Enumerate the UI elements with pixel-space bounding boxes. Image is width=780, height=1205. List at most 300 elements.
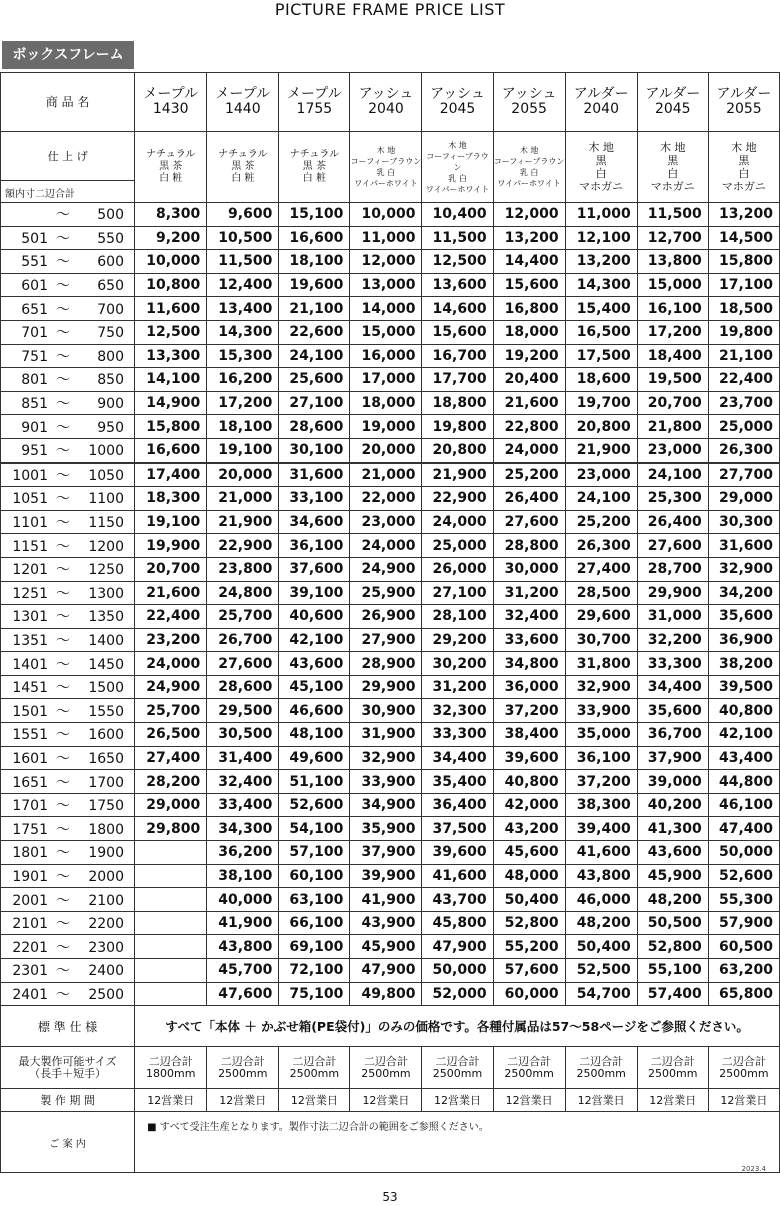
price-cell: 66,100	[279, 911, 350, 935]
price-cell: 45,600	[493, 841, 565, 865]
price-row	[1, 391, 780, 415]
price-cell: 10,000	[135, 250, 207, 274]
price-cell: 29,800	[135, 817, 207, 841]
price-cell: 20,700	[135, 557, 207, 581]
finish-cell	[422, 132, 493, 203]
range-tilde: ～	[56, 538, 70, 555]
product-name: アルダー	[573, 86, 629, 102]
price-cell: 60,100	[279, 864, 350, 888]
size-range	[1, 723, 135, 747]
price-cell: 45,800	[422, 911, 493, 935]
price-row	[1, 911, 780, 935]
price-cell: 12,000	[350, 250, 422, 274]
price-cell: 17,200	[637, 320, 708, 344]
price-row	[1, 605, 780, 629]
price-cell: 39,600	[493, 746, 565, 770]
range-tilde: ～	[56, 443, 70, 460]
range-from: 2101	[12, 916, 48, 933]
price-cell: 69,100	[279, 935, 350, 959]
price-cell: 29,000	[708, 487, 779, 511]
price-cell: 32,300	[422, 699, 493, 723]
price-cell: 23,000	[565, 463, 637, 487]
range-from: 1351	[12, 632, 48, 649]
size-range	[1, 487, 135, 511]
range-to: 500	[97, 207, 124, 224]
range-tilde: ～	[56, 656, 70, 673]
range-tilde: ～	[56, 986, 70, 1003]
price-row	[1, 746, 780, 770]
price-cell: 31,900	[350, 723, 422, 747]
price-cell: 18,600	[565, 368, 637, 392]
price-cell: 15,000	[350, 320, 422, 344]
price-cell: 36,100	[565, 746, 637, 770]
product-name: アッシュ	[501, 86, 557, 102]
price-cell: 31,200	[493, 581, 565, 605]
price-cell: 40,800	[493, 770, 565, 794]
finish-option: ワイパーホワイト	[425, 184, 490, 194]
price-cell: 50,500	[637, 911, 708, 935]
price-cell: 15,300	[207, 344, 279, 368]
production-cell: 12営業日	[708, 1089, 779, 1112]
finish-option: コーフィーブラウン	[426, 151, 489, 172]
price-cell: 12,700	[637, 226, 708, 250]
production-cell: 12営業日	[350, 1089, 422, 1112]
product-name: アルダー	[716, 86, 772, 102]
price-cell: 13,200	[493, 226, 565, 250]
price-cell: 45,700	[207, 959, 279, 983]
range-from: 951	[21, 443, 48, 460]
max-size-value: 2500mm	[648, 1066, 698, 1080]
range-tilde: ～	[56, 301, 70, 318]
finish-option: ナチュラル	[218, 149, 268, 160]
price-cell: 52,800	[637, 935, 708, 959]
product-header	[350, 73, 422, 132]
price-cell: 34,800	[493, 652, 565, 676]
price-cell: 37,600	[279, 557, 350, 581]
product-header	[565, 73, 637, 132]
price-row	[1, 297, 780, 321]
range-from: 2001	[12, 892, 48, 909]
finish-option: 白	[667, 167, 679, 180]
range-from: 1701	[12, 798, 48, 815]
price-cell: 27,400	[565, 557, 637, 581]
price-row	[1, 935, 780, 959]
price-cell: 26,400	[637, 510, 708, 534]
range-from: 2401	[12, 986, 48, 1003]
price-row	[1, 344, 780, 368]
price-row	[1, 463, 780, 487]
finish-option: コーフィーブラウン	[493, 157, 565, 166]
price-cell: 15,000	[637, 273, 708, 297]
price-cell	[135, 841, 207, 865]
price-cell: 30,500	[207, 723, 279, 747]
size-range	[1, 675, 135, 699]
range-tilde: ～	[56, 868, 70, 885]
size-range	[1, 652, 135, 676]
price-cell: 43,900	[350, 911, 422, 935]
max-size-sublabel: （長手＋短手）	[29, 1066, 107, 1080]
price-cell: 8,300	[135, 203, 207, 227]
price-cell: 54,700	[565, 982, 637, 1006]
price-cell: 21,900	[207, 510, 279, 534]
price-cell: 21,000	[350, 463, 422, 487]
finish-option: 黒	[738, 154, 750, 167]
price-cell: 39,500	[708, 675, 779, 699]
range-from: 1301	[12, 609, 48, 626]
price-cell: 21,600	[493, 391, 565, 415]
price-cell: 47,900	[350, 959, 422, 983]
price-cell: 27,100	[422, 581, 493, 605]
price-cell: 23,800	[207, 557, 279, 581]
price-cell: 36,700	[637, 723, 708, 747]
size-range	[1, 605, 135, 629]
price-cell: 29,600	[565, 605, 637, 629]
price-row	[1, 817, 780, 841]
max-size-cell	[637, 1047, 708, 1089]
price-row	[1, 226, 780, 250]
product-name: アルダー	[645, 86, 701, 102]
price-cell: 41,900	[207, 911, 279, 935]
price-cell: 15,100	[279, 203, 350, 227]
price-row	[1, 557, 780, 581]
price-cell: 35,600	[708, 605, 779, 629]
price-cell: 32,400	[493, 605, 565, 629]
range-tilde: ～	[56, 845, 70, 862]
price-cell: 30,900	[350, 699, 422, 723]
range-tilde: ～	[56, 467, 70, 484]
price-cell: 17,400	[135, 463, 207, 487]
price-cell: 43,600	[279, 652, 350, 676]
price-cell: 18,500	[708, 297, 779, 321]
range-from: 1901	[12, 868, 48, 885]
price-cell: 26,400	[493, 487, 565, 511]
price-cell: 19,500	[637, 368, 708, 392]
price-cell: 24,100	[637, 463, 708, 487]
price-cell: 19,100	[207, 438, 279, 462]
price-cell: 21,100	[279, 297, 350, 321]
price-row	[1, 959, 780, 983]
price-cell: 30,700	[565, 628, 637, 652]
price-cell: 21,000	[207, 487, 279, 511]
price-cell: 33,400	[207, 793, 279, 817]
price-cell: 16,600	[279, 226, 350, 250]
finish-option: 乳 白	[376, 168, 396, 177]
product-code: 2045	[439, 101, 476, 117]
price-cell: 52,000	[422, 982, 493, 1006]
price-cell: 12,000	[493, 203, 565, 227]
product-code: 1755	[296, 101, 333, 117]
price-cell: 49,600	[279, 746, 350, 770]
price-cell: 52,800	[493, 911, 565, 935]
price-cell: 16,500	[565, 320, 637, 344]
price-cell: 48,200	[637, 888, 708, 912]
size-range	[1, 770, 135, 794]
max-size-label-cell	[1, 1047, 135, 1089]
price-cell: 57,100	[279, 841, 350, 865]
price-cell: 24,000	[493, 438, 565, 462]
price-table	[0, 72, 780, 1173]
range-to: 900	[97, 396, 124, 413]
price-cell: 52,600	[279, 793, 350, 817]
price-cell: 36,200	[207, 841, 279, 865]
range-to: 700	[97, 301, 124, 318]
production-label: 製 作 期 間	[1, 1089, 135, 1112]
price-cell: 37,900	[350, 841, 422, 865]
product-header	[207, 73, 279, 132]
production-cell: 12営業日	[207, 1089, 279, 1112]
price-cell: 39,100	[279, 581, 350, 605]
finish-label: 仕 上 げ	[47, 150, 88, 163]
price-cell: 28,900	[350, 652, 422, 676]
price-cell: 25,900	[350, 581, 422, 605]
range-to: 1350	[88, 609, 124, 626]
product-code: 2055	[726, 101, 762, 117]
range-from: 801	[21, 372, 48, 389]
range-from: 1551	[12, 727, 48, 744]
price-cell: 50,400	[565, 935, 637, 959]
price-cell: 16,700	[422, 344, 493, 368]
price-cell: 29,900	[637, 581, 708, 605]
price-cell: 48,100	[279, 723, 350, 747]
price-cell: 65,800	[708, 982, 779, 1006]
range-tilde: ～	[56, 515, 70, 532]
max-size-prefix: 二辺合計	[650, 1054, 695, 1068]
price-cell: 19,200	[493, 344, 565, 368]
standard-spec-note: すべて「本体 ＋ かぶせ箱(PE袋付)」のみの価格です。各種付属品は57～58ページをご参照ください。	[135, 1006, 780, 1047]
range-from: 1101	[12, 515, 48, 532]
price-cell: 33,900	[350, 770, 422, 794]
price-cell: 29,900	[350, 675, 422, 699]
price-cell: 37,200	[565, 770, 637, 794]
finish-option: 乳 白	[448, 173, 467, 183]
range-from: 901	[21, 419, 48, 436]
range-to: 1000	[88, 443, 124, 460]
price-row	[1, 793, 780, 817]
price-cell: 10,400	[422, 203, 493, 227]
price-cell: 48,200	[565, 911, 637, 935]
price-cell: 23,000	[350, 510, 422, 534]
range-to: 550	[97, 230, 124, 247]
price-cell: 42,100	[279, 628, 350, 652]
range-tilde: ～	[56, 278, 70, 295]
range-to: 1050	[88, 467, 124, 484]
price-cell: 11,600	[135, 297, 207, 321]
range-to: 1450	[88, 656, 124, 673]
price-cell: 52,500	[565, 959, 637, 983]
max-size-prefix: 二辺合計	[721, 1054, 766, 1068]
size-range	[1, 415, 135, 439]
price-cell: 43,600	[637, 841, 708, 865]
range-to: 1800	[88, 821, 124, 838]
price-cell: 19,800	[708, 320, 779, 344]
price-cell: 30,300	[708, 510, 779, 534]
production-cell: 12営業日	[422, 1089, 493, 1112]
finish-option: ワイパーホワイト	[497, 179, 561, 188]
product-name: アッシュ	[358, 86, 414, 102]
price-cell: 13,300	[135, 344, 207, 368]
price-cell: 40,200	[637, 793, 708, 817]
price-cell: 14,000	[350, 297, 422, 321]
price-cell	[135, 959, 207, 983]
range-tilde: ～	[56, 491, 70, 508]
price-cell: 16,200	[207, 368, 279, 392]
price-row	[1, 250, 780, 274]
price-cell: 45,900	[350, 935, 422, 959]
product-header	[422, 73, 493, 132]
price-cell: 45,900	[637, 864, 708, 888]
price-cell: 57,900	[708, 911, 779, 935]
price-cell: 32,400	[207, 770, 279, 794]
finish-cell	[637, 132, 708, 203]
finish-option: 木 地	[519, 146, 539, 155]
price-cell: 11,500	[637, 203, 708, 227]
price-cell: 32,900	[565, 675, 637, 699]
finish-option: ナチュラル	[289, 149, 340, 160]
price-cell: 30,100	[279, 438, 350, 462]
price-cell: 14,300	[565, 273, 637, 297]
revision-date: 2023.4	[741, 1165, 766, 1173]
price-cell: 34,300	[207, 817, 279, 841]
price-row	[1, 273, 780, 297]
range-to: 1600	[88, 727, 124, 744]
price-cell: 14,600	[422, 297, 493, 321]
range-from: 2201	[12, 939, 48, 956]
range-to: 1750	[88, 798, 124, 815]
size-range	[1, 273, 135, 297]
price-cell: 14,500	[708, 226, 779, 250]
price-cell: 17,200	[207, 391, 279, 415]
price-cell: 57,600	[493, 959, 565, 983]
range-tilde: ～	[56, 632, 70, 649]
finish-option: 木 地	[731, 141, 757, 154]
price-row	[1, 628, 780, 652]
price-cell: 32,900	[350, 746, 422, 770]
price-cell: 41,600	[565, 841, 637, 865]
range-tilde: ～	[56, 207, 70, 224]
price-cell: 54,100	[279, 817, 350, 841]
max-size-value: 2500mm	[289, 1066, 340, 1080]
product-name: アッシュ	[430, 86, 485, 102]
range-to: 2300	[88, 939, 124, 956]
max-size-value: 2500mm	[361, 1066, 411, 1080]
range-tilde: ～	[56, 939, 70, 956]
price-cell: 27,400	[135, 746, 207, 770]
price-row	[1, 510, 780, 534]
price-cell: 25,700	[207, 605, 279, 629]
range-from: 1201	[12, 562, 48, 579]
price-cell: 42,100	[708, 723, 779, 747]
price-cell: 36,000	[493, 675, 565, 699]
price-cell: 28,200	[135, 770, 207, 794]
size-range	[1, 250, 135, 274]
price-cell	[135, 911, 207, 935]
price-cell: 26,300	[708, 438, 779, 462]
range-tilde: ～	[56, 963, 70, 980]
price-cell: 25,000	[422, 534, 493, 558]
range-from: 1651	[12, 774, 48, 791]
range-from: 1801	[12, 845, 48, 862]
price-row	[1, 438, 780, 462]
price-cell: 17,100	[708, 273, 779, 297]
product-name: メープル	[215, 86, 271, 102]
price-cell: 12,100	[565, 226, 637, 250]
price-cell: 11,000	[350, 226, 422, 250]
section-label: ボックスフレーム	[2, 41, 134, 69]
price-cell: 30,200	[422, 652, 493, 676]
size-range	[1, 911, 135, 935]
price-cell: 75,100	[279, 982, 350, 1006]
price-cell: 14,400	[493, 250, 565, 274]
price-cell: 31,000	[637, 605, 708, 629]
price-cell: 39,400	[565, 817, 637, 841]
price-cell: 16,800	[493, 297, 565, 321]
price-cell: 25,200	[493, 463, 565, 487]
price-cell: 10,000	[350, 203, 422, 227]
price-cell: 33,300	[637, 652, 708, 676]
price-cell: 24,800	[207, 581, 279, 605]
range-to: 600	[97, 254, 124, 271]
production-cell: 12営業日	[493, 1089, 565, 1112]
range-to: 1200	[88, 538, 124, 555]
max-size-prefix: 二辺合計	[220, 1054, 265, 1068]
price-cell: 25,300	[637, 487, 708, 511]
size-range	[1, 982, 135, 1006]
price-cell: 34,200	[708, 581, 779, 605]
price-cell: 28,500	[565, 581, 637, 605]
range-from: 1601	[12, 750, 48, 767]
price-cell: 20,800	[422, 438, 493, 462]
price-cell: 17,700	[422, 368, 493, 392]
price-cell: 13,200	[708, 203, 779, 227]
price-cell: 13,800	[637, 250, 708, 274]
price-cell: 22,400	[708, 368, 779, 392]
range-tilde: ～	[56, 703, 70, 720]
price-cell: 20,800	[565, 415, 637, 439]
price-cell: 41,600	[422, 864, 493, 888]
range-to: 650	[97, 278, 124, 295]
size-range	[1, 344, 135, 368]
price-cell: 18,400	[637, 344, 708, 368]
price-cell: 63,100	[279, 888, 350, 912]
price-cell: 28,600	[279, 415, 350, 439]
range-from: 551	[21, 254, 48, 271]
product-code: 2055	[511, 101, 547, 117]
range-tilde: ～	[56, 609, 70, 626]
finish-cell	[135, 132, 207, 203]
finish-cell	[565, 132, 637, 203]
price-cell: 44,800	[708, 770, 779, 794]
price-cell: 15,800	[708, 250, 779, 274]
price-cell: 32,200	[637, 628, 708, 652]
finish-option: コーフィーブラウン	[350, 157, 422, 166]
price-cell: 26,300	[565, 534, 637, 558]
price-cell: 32,900	[708, 557, 779, 581]
max-size-cell	[493, 1047, 565, 1089]
price-cell: 27,100	[279, 391, 350, 415]
finish-option: マホガニ	[650, 180, 695, 193]
range-tilde: ～	[56, 230, 70, 247]
range-tilde: ～	[56, 254, 70, 271]
finish-option: 黒	[595, 154, 607, 167]
price-cell: 13,200	[565, 250, 637, 274]
price-cell: 50,000	[708, 841, 779, 865]
price-cell: 30,000	[493, 557, 565, 581]
max-size-value: 1800mm	[145, 1066, 196, 1080]
price-cell: 20,700	[637, 391, 708, 415]
price-cell: 34,400	[637, 675, 708, 699]
range-to: 2200	[88, 916, 124, 933]
price-cell: 12,500	[135, 320, 207, 344]
